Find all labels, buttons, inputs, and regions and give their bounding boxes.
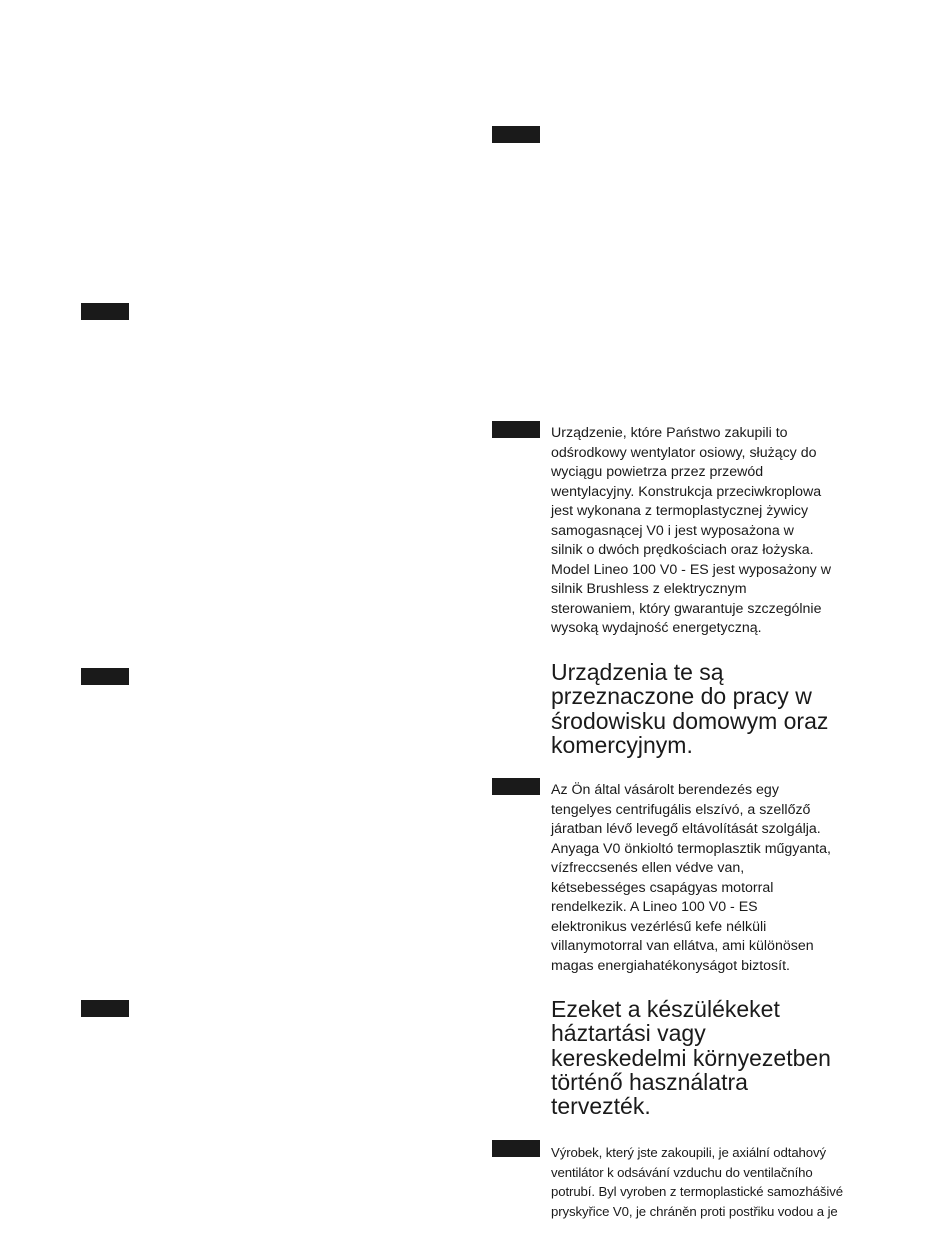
language-tab-marker (81, 668, 129, 685)
hungarian-description-paragraph: Az Ön által vásárolt berendezés egy tengelyes centrifugális elszívó, a szellőző járatban lévő levegő eltávolítását szolgálja. Anyaga V0 önkioltó termoplasztik műgyanta, vízfreccsenés ellen védve van, kétsebességes csapágyas motorral rendelkezik. A Lineo 100 V0 - ES elektronikus vezérlésű kefe nélküli villanymotorral van ellátva, ami különösen magas energiahatékonyságot biztosít. (551, 782, 831, 974)
language-tab-marker (492, 126, 540, 143)
language-tab-marker (81, 1000, 129, 1017)
language-tab-marker (492, 778, 540, 795)
czech-description-paragraph: Výrobek, který jste zakoupili, je axiální odtahový ventilátor k odsávání vzduchu do ventilačního potrubí. Byl vyroben z termoplastické samozhášivé pryskyřice V0, je chráněn proti postřiku vodou a je (551, 1145, 843, 1219)
polish-description-paragraph: Urządzenie, które Państwo zakupili to odśrodkowy wentylator osiowy, służący do wyciągu powietrza przez przewód wentylacyjny. Konstrukcja przeciwkroplowa jest wykonana z termoplastycznej żywicy samogasnącej V0 i jest wyposażona w silnik o dwóch prędkościach oraz łożyska. Model Lineo 100 V0 - ES jest wyposażony w silnik Brushless z elektrycznym sterowaniem, który gwarantuje szczególnie wysoką wydajność energetyczną. (551, 425, 831, 636)
language-tab-marker (492, 1140, 540, 1157)
hungarian-usage-statement: Ezeket a készülékeket háztartási vagy kereskedelmi környezetben történő használatra tervezték. (551, 996, 831, 1120)
language-tab-marker (81, 303, 129, 320)
language-tab-marker (492, 421, 540, 438)
polish-usage-statement: Urządzenia te są przeznaczone do pracy w środowisku domowym oraz komercyjnym. (551, 659, 829, 758)
